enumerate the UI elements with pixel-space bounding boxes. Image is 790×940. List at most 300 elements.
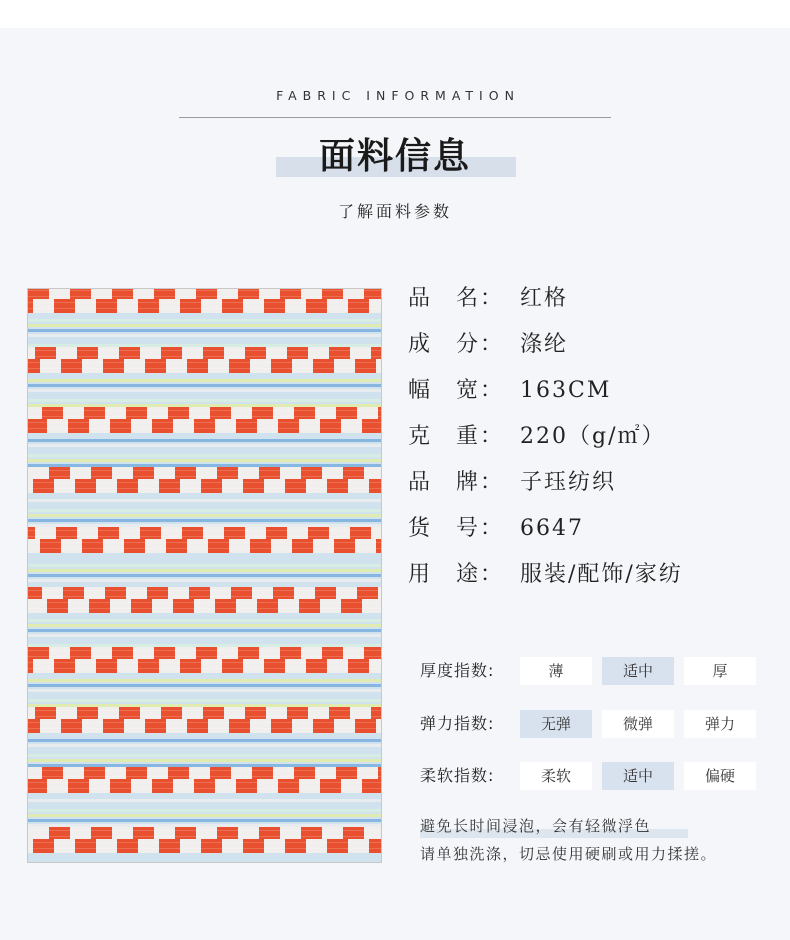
weave-block [348,659,369,673]
weave-block [280,467,301,481]
weave-block [49,467,70,481]
weave-block [189,767,210,781]
weave-block [40,719,61,733]
weave-block [201,479,222,493]
weave-block [126,407,147,421]
weave-block [173,599,194,613]
weave-block [187,539,208,553]
weave-block [28,407,42,421]
weave-block [28,362,382,363]
weave-block [28,359,40,373]
weave-block [63,407,84,421]
weave-block [98,707,119,721]
index-label: 柔软指数: [420,766,495,785]
weave-block [271,539,292,553]
fabric-swatch-image [27,288,382,863]
weave-block [28,394,382,397]
weave-block [145,539,166,553]
weave-block [343,827,364,841]
weave-block [243,299,264,313]
weave-block [33,659,54,673]
spec-value: 6647 [520,516,584,541]
weave-block [250,359,271,373]
spec-label: 品 名： [408,286,505,311]
weave-block [138,839,159,853]
weave-block [28,716,382,717]
weave-block [280,827,301,841]
weave-block [68,779,89,793]
weave-block [117,299,138,313]
weave-block [168,407,189,421]
weave-block [180,299,201,313]
weave-block [133,467,154,481]
weave-block [180,479,201,493]
weave-block [357,587,378,601]
weave-block [145,719,166,733]
weave-block [28,749,382,752]
weave-block [28,770,382,771]
weave-block [187,719,208,733]
weave-block [299,779,320,793]
weave-block [285,479,306,493]
weave-block [54,839,75,853]
page-title: 面料信息 [318,136,471,177]
weave-block [348,299,369,313]
weave-block [28,519,382,522]
weave-block [28,694,382,697]
weave-block [208,539,229,553]
weave-block [28,689,382,692]
weave-block [208,359,229,373]
weave-block [110,599,131,613]
weave-block [313,719,334,733]
weave-block [54,299,75,313]
weave-block [376,359,382,373]
weave-block [28,827,49,841]
weave-block [231,767,252,781]
weave-block [322,647,343,661]
weave-block [28,339,382,342]
weave-block [68,599,89,613]
weave-block [47,599,68,613]
weave-block [341,599,362,613]
weave-block [287,527,308,541]
weave-block [369,299,382,313]
index-label: 厚度指数: [420,661,495,680]
weave-block [70,827,91,841]
weave-block [306,659,327,673]
weave-block [28,467,49,481]
weave-block [224,707,245,721]
weave-block [91,467,112,481]
weave-block [350,527,371,541]
weave-block [28,639,382,642]
weave-block [203,707,224,721]
weave-block [278,599,299,613]
weave-block [243,659,264,673]
weave-block [28,290,382,291]
spec-label: 品 牌： [408,470,505,495]
weave-block [96,839,117,853]
weave-block [334,359,355,373]
spec-label: 成 分： [408,332,505,357]
weave-block [229,719,250,733]
weave-block [343,467,364,481]
weave-block [84,767,105,781]
weave-block [77,707,98,721]
weave-block [28,754,382,757]
spec-label: 货 号： [408,516,505,541]
weave-block [28,444,382,447]
weave-block [215,779,236,793]
weave-block [238,467,259,481]
weave-block [63,587,84,601]
weave-block [28,499,382,502]
weave-block [28,699,382,702]
weave-block [315,767,336,781]
weave-block [264,299,285,313]
weave-block [28,350,382,351]
weave-block [154,827,175,841]
weave-block [140,347,161,361]
weave-block [133,827,154,841]
weave-block [159,659,180,673]
weave-block [362,599,382,613]
weave-block [28,650,382,651]
weave-block [371,527,382,541]
weave-block [28,739,382,742]
weave-block [28,344,382,347]
weave-block [308,347,329,361]
weave-block [180,839,201,853]
weave-block [28,454,382,457]
weave-block [119,347,140,361]
weave-block [28,684,382,687]
weave-block [336,407,357,421]
weave-block [161,707,182,721]
weave-block [252,407,273,421]
weave-block [334,539,355,553]
weave-block [28,799,382,802]
weave-block [28,579,382,582]
weave-block [327,659,348,673]
weave-block [82,719,103,733]
weave-block [28,559,382,562]
weave-block [217,467,238,481]
weave-block [28,599,47,613]
weave-block [182,707,203,721]
weave-block [28,334,382,337]
weave-block [131,419,152,433]
weave-block [28,707,35,721]
weave-block [117,479,138,493]
weave-block [308,707,329,721]
weave-block [266,527,287,541]
weave-block [28,842,382,843]
weave-block [292,359,313,373]
weave-block [105,767,126,781]
weave-block [292,539,313,553]
weave-block [152,599,173,613]
weave-block [231,587,252,601]
weave-block [287,347,308,361]
weave-block [210,407,231,421]
weave-block [236,779,257,793]
weave-block [28,296,382,297]
weave-block [292,719,313,733]
weave-block [203,347,224,361]
weave-block [75,659,96,673]
weave-block [103,719,124,733]
weave-block [168,767,189,781]
weave-block [189,587,210,601]
weave-block [28,329,382,332]
weave-block [378,587,382,601]
weave-block [217,647,238,661]
weave-block [264,479,285,493]
spec-value: 220（g/㎡） [520,424,666,449]
weave-block [287,707,308,721]
weave-block [245,707,266,721]
weave-block [306,299,327,313]
header-divider [179,117,611,118]
fabric-swatch-pattern [28,289,382,863]
weave-block [28,410,382,411]
spec-value: 子珏纺织 [520,470,617,495]
weave-block [28,404,382,407]
weave-block [266,347,287,361]
weave-block [117,839,138,853]
weave-block [28,634,382,637]
weave-block [28,764,382,767]
weave-block [68,419,89,433]
weave-block [77,527,98,541]
weave-block [124,359,145,373]
weave-block [350,707,371,721]
weave-block [28,324,382,327]
weave-block [89,779,110,793]
weave-block [28,319,382,322]
weave-block [28,596,382,597]
weave-block [222,299,243,313]
weave-block [208,719,229,733]
weave-block [47,419,68,433]
weave-block [105,407,126,421]
weave-block [28,479,33,493]
weave-block [238,827,259,841]
weave-block [28,809,382,812]
weave-block [35,527,56,541]
spec-row-width [408,374,683,420]
weave-block [28,779,47,793]
weave-block [56,707,77,721]
weave-block [175,647,196,661]
weave-block [28,662,382,663]
spec-value: 红格 [520,286,569,311]
weave-block [329,347,350,361]
weave-block [28,379,382,382]
weave-block [196,827,217,841]
weave-block [175,827,196,841]
weave-block [119,707,140,721]
weave-block [40,539,61,553]
weave-block [173,419,194,433]
weave-block [364,827,382,841]
weave-block [320,419,341,433]
weave-block [96,659,117,673]
weave-block [28,744,382,747]
weave-block [28,819,382,822]
spec-row-usage [408,558,683,604]
weave-block [313,539,334,553]
weave-block [201,299,222,313]
weave-block [182,347,203,361]
weave-block [294,407,315,421]
weave-block [28,782,382,783]
weave-block [285,839,306,853]
weave-block [343,647,364,661]
spec-label: 幅 宽： [408,378,505,403]
weave-block [96,299,117,313]
elasticity-option-none: 无弹 [520,710,592,738]
weave-block [61,719,82,733]
weave-block [28,530,382,531]
weave-block [33,839,54,853]
spec-row-weight [408,420,683,466]
weave-block [28,584,382,587]
weave-block [364,647,382,661]
weave-block [61,539,82,553]
weave-block [138,659,159,673]
weave-block [348,479,369,493]
weave-block [222,479,243,493]
weave-block [301,467,322,481]
weave-block [357,407,378,421]
weave-block [329,527,350,541]
weave-block [166,539,187,553]
weave-block [54,659,75,673]
weave-block [355,719,376,733]
weave-block [112,467,133,481]
weave-block [131,779,152,793]
weave-block [350,347,371,361]
weave-block [189,407,210,421]
weave-block [28,804,382,807]
weave-block [110,779,131,793]
weave-block [299,599,320,613]
weave-block [264,659,285,673]
weave-block [327,479,348,493]
weave-block [271,359,292,373]
softness-option-soft: 柔软 [520,762,592,790]
weave-block [334,719,355,733]
weave-block [320,779,341,793]
weave-block [70,647,91,661]
weave-block [194,599,215,613]
spec-list [408,282,683,604]
weave-block [28,587,42,601]
weave-block [313,359,334,373]
weave-block [294,587,315,601]
weave-block [140,707,161,721]
weave-block [28,839,33,853]
weave-block [28,428,382,429]
weave-block [231,407,252,421]
weave-block [327,839,348,853]
weave-block [166,359,187,373]
weave-block [245,527,266,541]
weave-block [28,548,382,549]
weave-block [159,479,180,493]
weave-block [28,384,382,387]
weave-block [91,647,112,661]
weave-block [329,707,350,721]
weave-block [357,767,378,781]
weave-block [91,827,112,841]
weave-block [28,656,382,657]
weave-block [243,479,264,493]
weave-block [322,467,343,481]
spec-value: 163CM [520,378,612,403]
weave-block [152,779,173,793]
weave-block [273,407,294,421]
weave-block [259,647,280,661]
weave-block [28,539,40,553]
weave-block [56,347,77,361]
weave-block [201,659,222,673]
weave-block [152,419,173,433]
weave-block [315,407,336,421]
weave-block [119,527,140,541]
weave-block [166,719,187,733]
weave-block [273,587,294,601]
weave-block [217,827,238,841]
weave-block [236,419,257,433]
spec-row-composition [408,328,683,374]
weave-block [33,299,54,313]
weave-block [28,504,382,507]
weave-block [56,527,77,541]
weave-block [28,476,382,477]
weave-block [35,347,56,361]
weave-block [215,419,236,433]
weave-block [173,779,194,793]
weave-block [28,347,35,361]
spec-value: 服装/配饰/家纺 [520,562,683,587]
weave-block [257,419,278,433]
weave-block [252,587,273,601]
weave-block [257,599,278,613]
weave-block [285,299,306,313]
thickness-option-medium: 适中 [602,657,674,685]
weave-block [42,767,63,781]
weave-block [322,827,343,841]
weave-block [82,539,103,553]
weave-block [229,539,250,553]
weave-block [140,527,161,541]
softness-option-medium: 适中 [602,762,674,790]
care-note: 避免长时间浸泡，会有轻微浮色 [420,817,652,835]
weave-block [369,659,382,673]
weave-block [28,624,382,627]
weave-block [126,587,147,601]
weave-block [28,704,382,707]
weave-block [301,827,322,841]
weave-block [266,707,287,721]
weave-block [299,419,320,433]
weave-block [49,827,70,841]
weave-block [28,527,35,541]
